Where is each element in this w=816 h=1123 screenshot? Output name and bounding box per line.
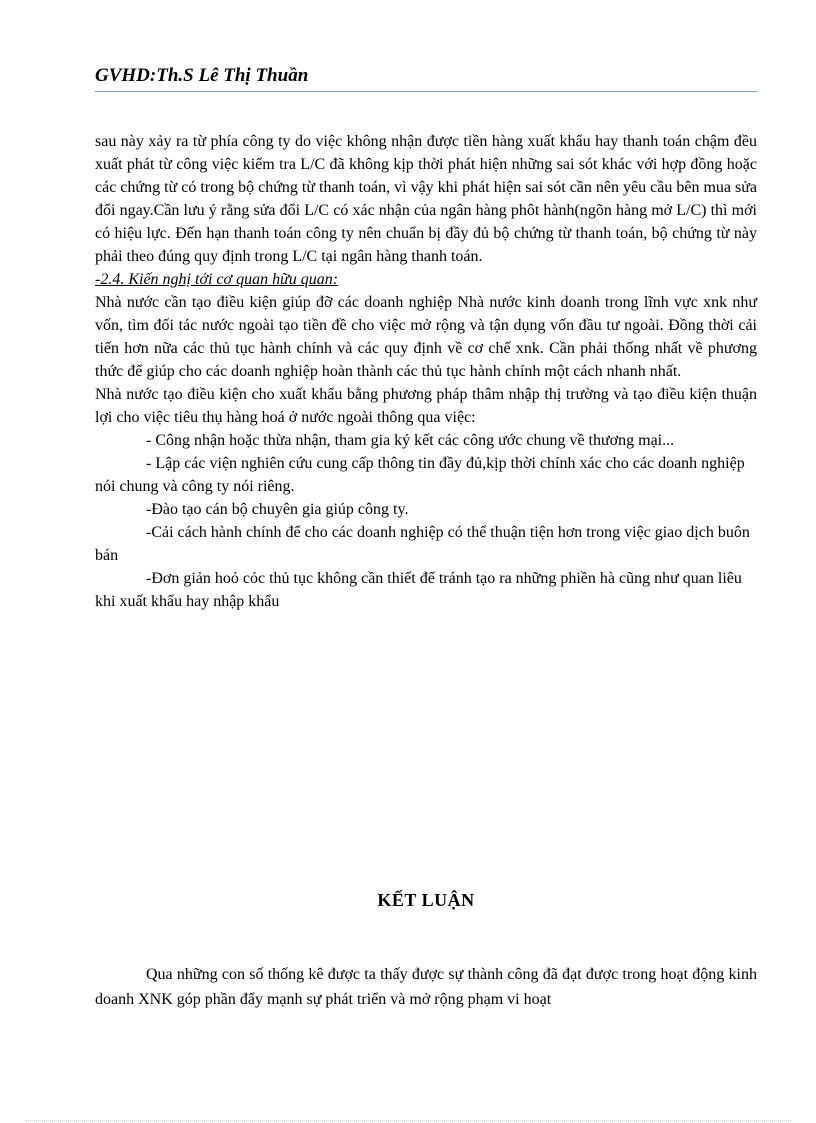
conclusion-paragraph: Qua những con số thống kê được ta thấy được sự thành công đã đạt được trong hoạt động kinh doanh XNK góp phần đẩy mạnh sự phát triển và mở rộng phạm vi hoạt: [95, 966, 757, 1008]
page-header: [95, 64, 757, 92]
header-supervisor-text: GVHD:Th.S Lê Thị Thuần: [95, 65, 309, 86]
header-divider: [95, 91, 757, 92]
conclusion-title: KẾT LUẬN: [377, 890, 475, 910]
section-heading: -2.4. Kiến nghị tới cơ quan hữu quan:: [95, 271, 339, 288]
intro-paragraph: sau này xảy ra từ phía công ty do việc không nhận được tiền hàng xuất khẩu hay thanh toán chậm đều xuất phát từ công việc kiểm tra L/C đã không kịp thời phát hiện những sai sót khác với hợp đồng hoặc các chứng từ có trong bộ chứng từ thanh toán, vì vậy khi phát hiện sai sót cần nên yêu cầu bên mua sửa đổi ngay.Cần lưu ý rằng sửa đổi L/C có xác nhận của ngân hàng phôt hành(ngõn hàng mở L/C) thì mới có hiệu lực. Đến hạn thanh toán công ty nên chuẩn bị đầy đủ bộ chứng từ thanh toán, bộ chứng từ này phải theo đúng quy định trong L/C tại ngân hàng thanh toán.: [95, 133, 757, 265]
bullet-item: -Đơn giản hoỏ cỏc thủ tục không cần thiết để tránh tạo ra những phiền hà cũng như quan liêu khi xuất khẩu hay nhập khẩu: [95, 570, 742, 610]
bullet-item: - Lập các viện nghiên cứu cung cấp thông tin đầy đủ,kịp thời chính xác cho các doanh nghiệp nói chung và công ty nói riêng.: [95, 455, 745, 495]
page-border-decoration: [25, 1120, 791, 1121]
paragraph-export-support: Nhà nước tạo điều kiện cho xuất khẩu bằng phương pháp thâm nhập thị trường và tạo điều kiện thuận lợi cho việc tiêu thụ hàng hoá ở nước ngoài thông qua việc:: [95, 386, 757, 426]
document-body: [95, 130, 757, 613]
bullet-item: - Công nhận hoặc thừa nhận, tham gia ký kết các công ước chung về thương mại...: [146, 432, 675, 449]
paragraph-recommendation: Nhà nước cần tạo điều kiện giúp đỡ các doanh nghiệp Nhà nước kinh doanh trong lĩnh vực xnk như vốn, tìm đối tác nước ngoài tạo tiền đề cho việc mở rộng và tận dụng vốn đầu tư ngoài. Đồng thời cải tiến hơn nữa các thủ tục hành chính và các quy định về cơ chế xnk. Cần phải thống nhất về phương thức để giúp cho các doanh nghiệp hoàn thành các thủ tục hành chính một cách nhanh nhất.: [95, 294, 757, 380]
bullet-item: -Cải cách hành chính để cho các doanh nghiệp có thể thuận tiện hơn trong việc giao dịch buôn bán: [95, 524, 750, 564]
bullet-item: -Đào tạo cán bộ chuyên gia giúp công ty.: [146, 501, 409, 518]
